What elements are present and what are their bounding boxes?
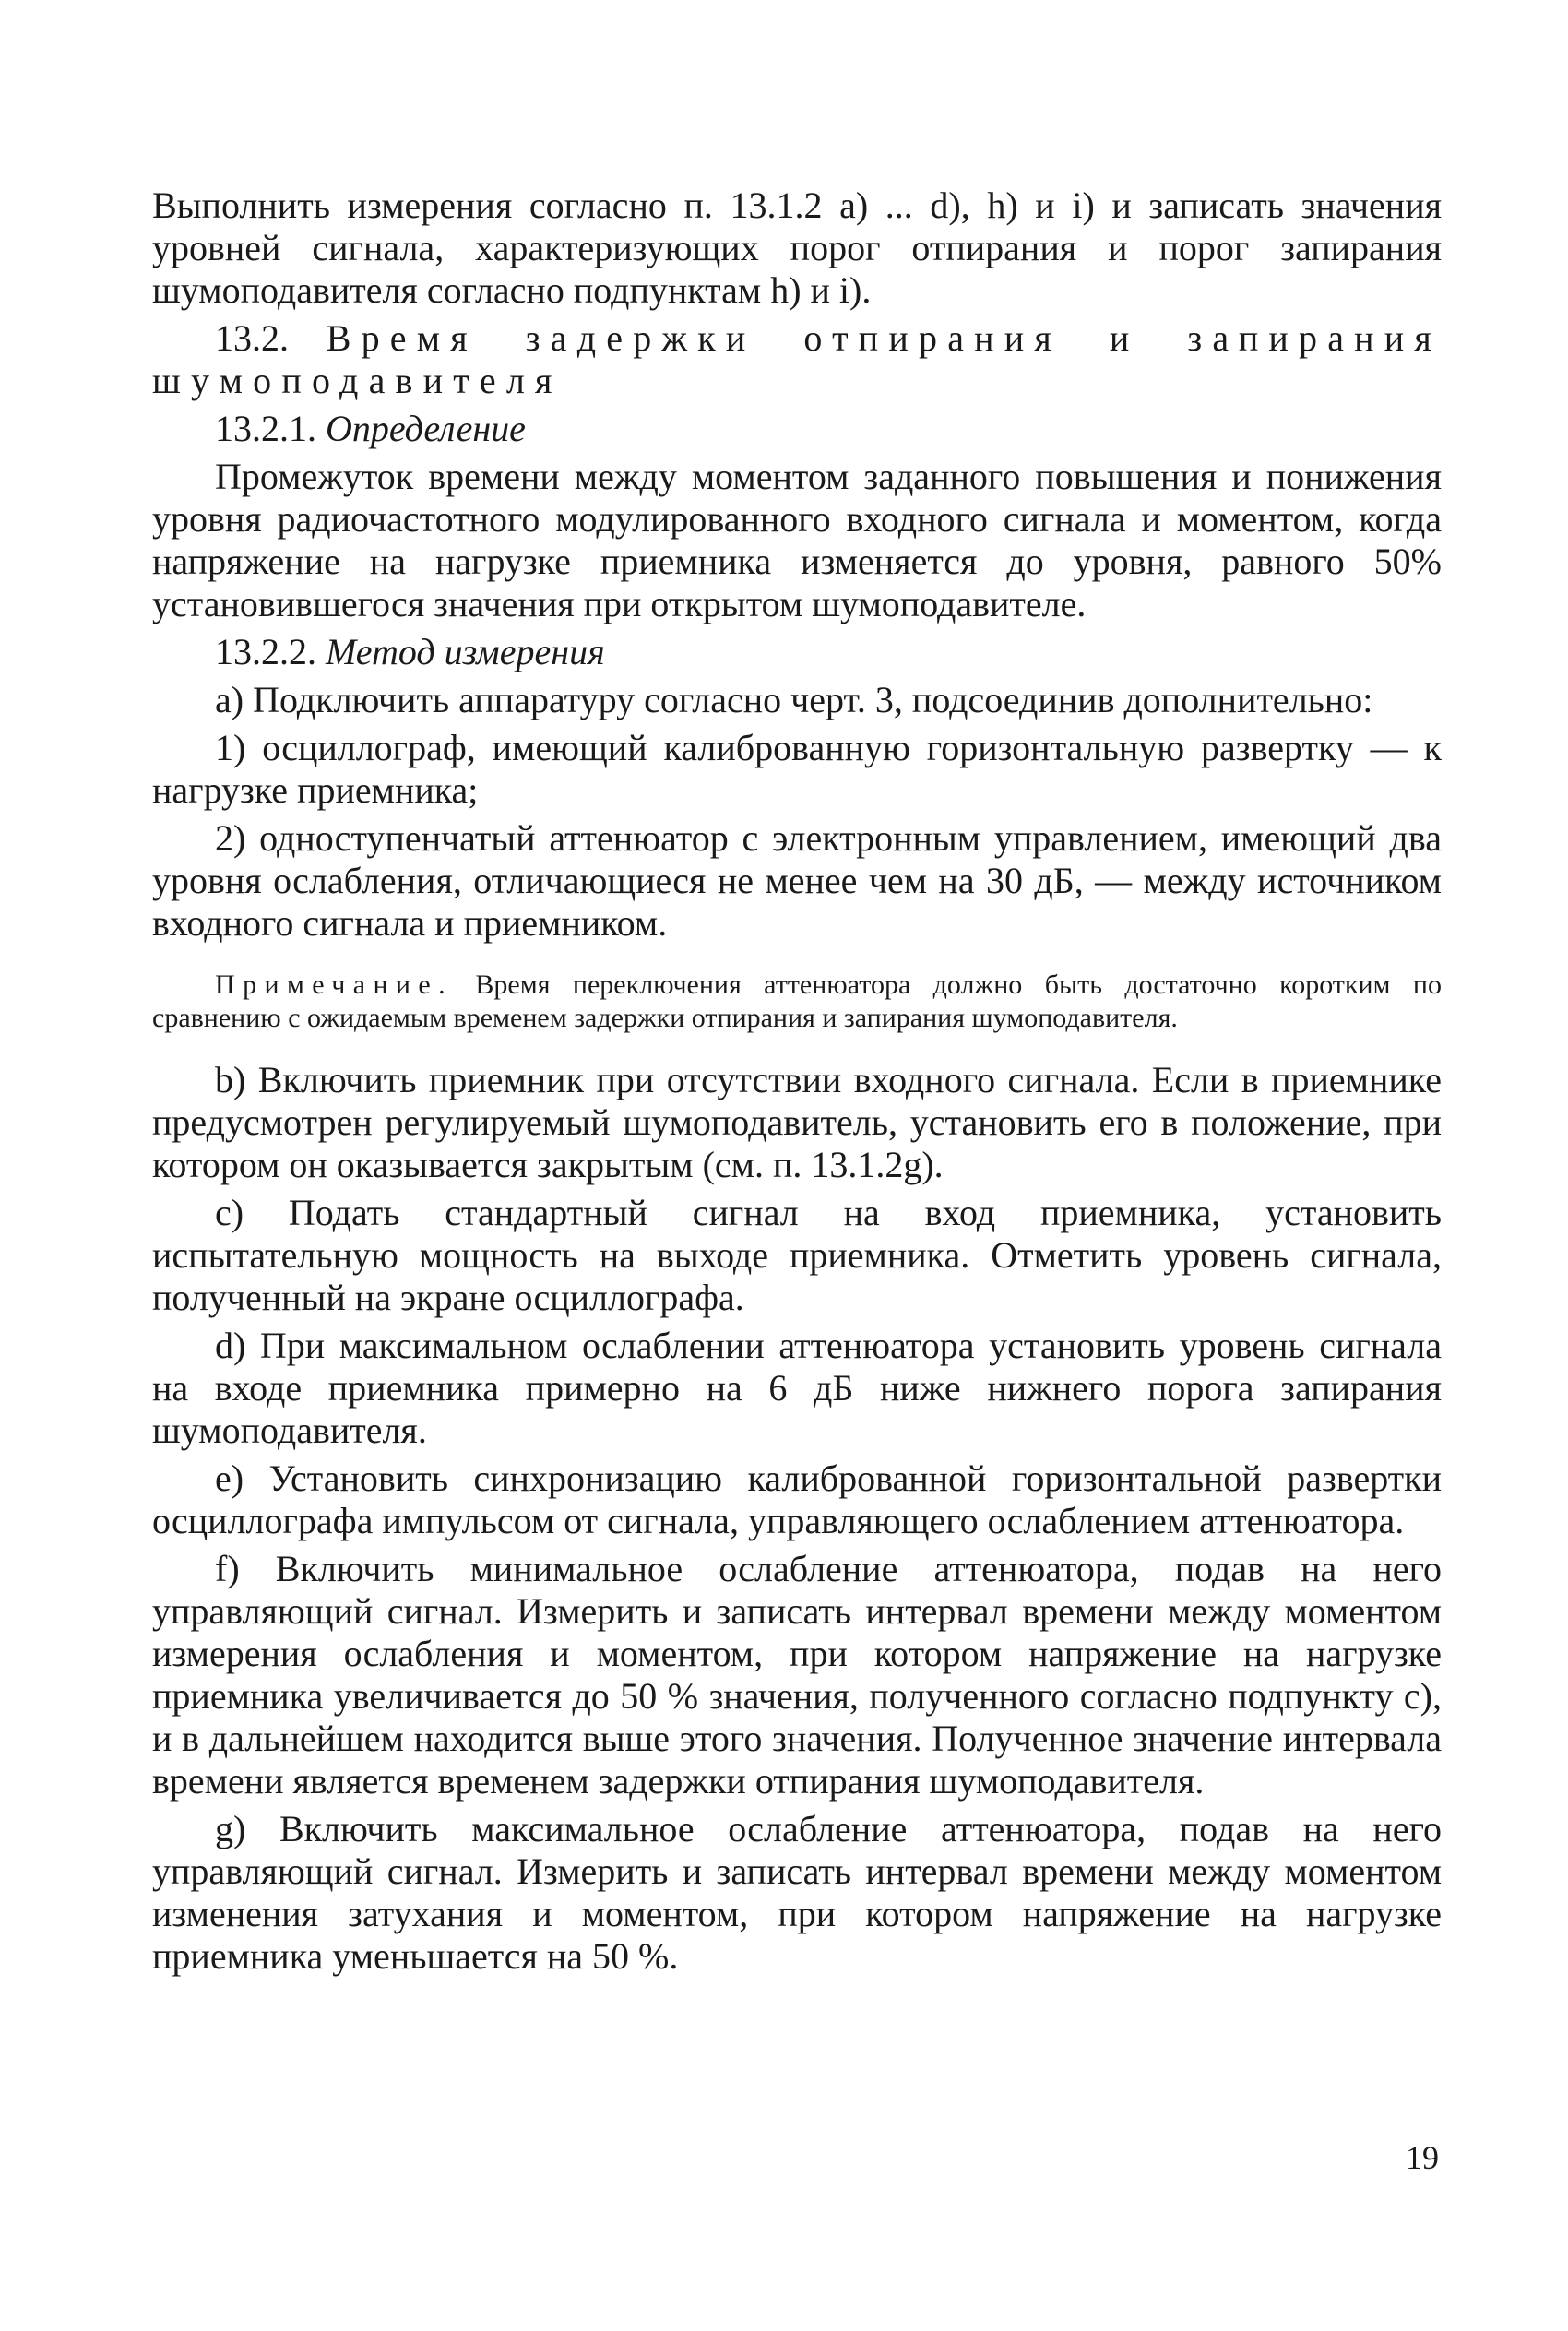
item-a-2: 2) одноступенчатый аттенюатор с электронным управлением, имеющий два уровня ослабления, отличающиеся не менее чем на 30 дБ, — между источником входного сигнала и приемником. <box>152 817 1442 944</box>
document-page <box>152 184 1442 1978</box>
note-label: Примечание. <box>215 969 454 1000</box>
section-13-2-1-number: 13.2.1. <box>215 408 316 449</box>
section-13-2-1-title: Определение <box>326 408 526 449</box>
section-13-2-heading <box>152 317 1442 402</box>
item-e: e) Установить синхронизацию калиброванной горизонтальной развертки осциллографа импульсом от сигнала, управляющего ослаблением аттенюатора. <box>152 1457 1442 1541</box>
section-13-2-2-number: 13.2.2. <box>215 631 316 672</box>
item-c: c) Подать стандартный сигнал на вход приемника, установить испытательную мощность на выходе приемника. Отметить уровень сигнала, полученный на экране осциллографа. <box>152 1192 1442 1318</box>
section-13-2-1-heading <box>152 408 1442 450</box>
item-f: f) Включить минимальное ослабление аттенюатора, подав на него управляющий сигнал. Измерить и записать интервал времени между моментом измерения ослабления и моментом, при котором напряжение на нагрузке приемника увеличивается до 50 % значения, полученного согласно подпункту c), и в дальнейшем находится выше этого значения. Полученное значение интервала времени является временем задержки отпирания шумоподавителя. <box>152 1548 1442 1802</box>
item-b: b) Включить приемник при отсутствии входного сигнала. Если в приемнике предусмотрен регулируемый шумоподавитель, установить его в положение, при котором он оказывается закрытым (см. п. 13.1.2g). <box>152 1059 1442 1185</box>
intro-paragraph: Выполнить измерения согласно п. 13.1.2 a) ... d), h) и i) и записать значения уровней сигнала, характеризующих порог отпирания и порог запирания шумоподавителя согласно подпунктам h) и i). <box>152 184 1442 311</box>
item-a: a) Подключить аппаратуру согласно черт. 3, подсоединив дополнительно: <box>215 679 1373 720</box>
item-g: g) Включить максимальное ослабление аттенюатора, подав на него управляющий сигнал. Измерить и записать интервал времени между моментом изменения затухания и моментом, при котором напряжение на нагрузке приемника уменьшается на 50 %. <box>152 1808 1442 1977</box>
item-a-1: 1) осциллограф, имеющий калиброванную горизонтальную развертку — к нагрузке приемника; <box>152 727 1442 811</box>
note-paragraph <box>152 969 1442 1035</box>
definition-paragraph: Промежуток времени между моментом заданного повышения и понижения уровня радиочастотного модулированного входного сигнала и моментом, когда напряжение на нагрузке приемника изменяется до уровня, равного 50% установившегося значения при открытом шумоподавителе. <box>152 456 1442 624</box>
section-13-2-2-title: Метод измерения <box>326 631 605 672</box>
note-text: Время переключения аттенюатора должно быть достаточно коротким по сравнению с ожидаемым временем задержки отпирания и запирания шумоподавителя. <box>152 969 1442 1033</box>
section-13-2-2-heading <box>152 631 1442 673</box>
section-13-2-title: Время задержки отпирания и запирания шумоподавителя <box>152 317 1442 401</box>
section-13-2-number: 13.2. <box>215 317 289 359</box>
page-number: 19 <box>1406 2139 1439 2176</box>
item-d: d) При максимальном ослаблении аттенюатора установить уровень сигнала на входе приемника примерно на 6 дБ ниже нижнего порога запирания шумоподавителя. <box>152 1325 1442 1451</box>
